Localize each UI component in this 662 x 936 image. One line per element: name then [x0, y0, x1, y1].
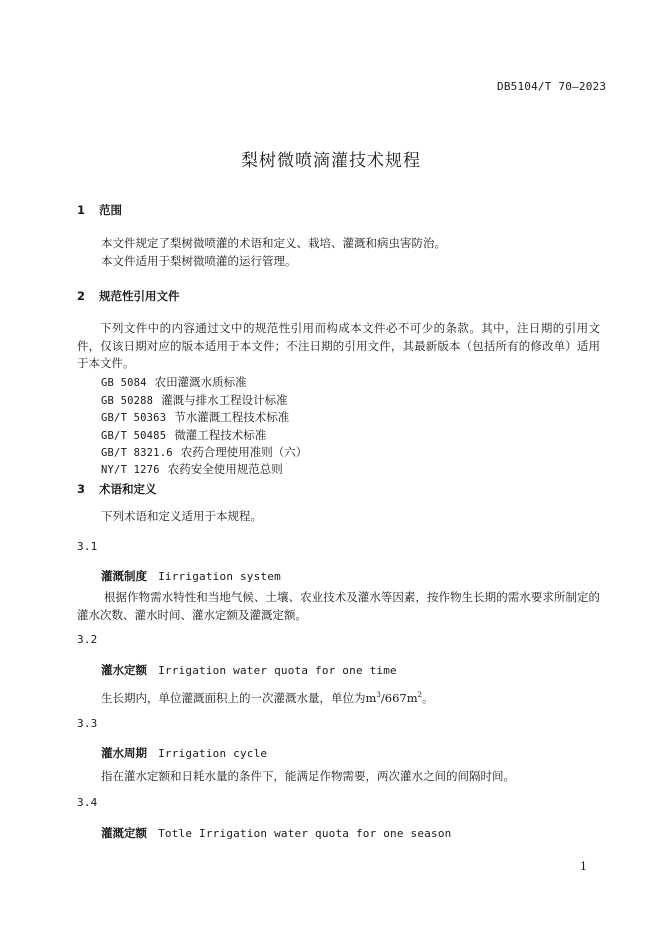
- superscript: 2: [417, 691, 423, 700]
- term-english: Irrigation cycle: [158, 747, 268, 760]
- reference-name: 农田灌溉水质标准: [154, 375, 247, 389]
- section-number: 1: [77, 203, 86, 217]
- reference-code: GB/T 8321.6: [101, 447, 173, 459]
- page-title: 梨树微喷滴灌技术规程: [241, 151, 421, 171]
- scope-paragraph-2: 本文件适用于梨树微喷灌的运行管理。: [101, 254, 297, 268]
- section-1-heading: [77, 202, 122, 218]
- reference-code: GB 50288: [101, 395, 154, 407]
- term-chinese: 灌溉定额: [101, 826, 147, 840]
- definition-text: 。: [422, 691, 434, 705]
- term-english: Totle Irrigation water quota for one season: [158, 827, 452, 840]
- term-definition: [101, 690, 434, 706]
- term-definition: 根据作物需水特性和当地气候、土壤、农业技术及灌水等因素，按作物生长期的需水要求所制定的灌水次数、灌水时间、灌水定额及灌溉定额。: [77, 590, 600, 622]
- reference-name: 农药合理使用准则（六）: [180, 445, 308, 459]
- term-chinese: 灌溉制度: [101, 569, 147, 583]
- reference-code: NY/T 1276: [101, 464, 160, 476]
- reference-item: [101, 409, 289, 425]
- reference-name: 微灌工程技术标准: [174, 428, 267, 442]
- reference-item: [101, 444, 307, 460]
- term-definition: 指在灌水定额和日耗水量的条件下，能满足作物需要，两次灌水之间的间隔时间。: [101, 769, 515, 783]
- term-heading: [101, 822, 451, 841]
- term-number: 3.1: [77, 540, 98, 553]
- superscript: 3: [376, 691, 381, 700]
- term-number: 3.3: [77, 717, 98, 730]
- section-number: 3: [77, 482, 86, 496]
- section-title: 规范性引用文件: [99, 289, 180, 303]
- term-chinese: 灌水定额: [101, 663, 147, 677]
- scope-paragraph-1: 本文件规定了梨树微喷灌的术语和定义、栽培、灌溉和病虫害防治。: [101, 236, 446, 250]
- document-code: DB5104/T 70—2023: [497, 80, 607, 93]
- reference-code: GB 5084: [101, 377, 147, 389]
- term-chinese: 灌水周期: [101, 746, 147, 760]
- section-title: 术语和定义: [99, 482, 157, 496]
- reference-name: 节水灌溉工程技术标准: [174, 410, 290, 424]
- reference-code: GB/T 50485: [101, 430, 167, 442]
- term-heading: [101, 742, 267, 761]
- term-heading: [101, 659, 397, 678]
- reference-item: [101, 392, 288, 408]
- section-2-heading: [77, 288, 180, 304]
- term-english: Irrigation water quota for one time: [158, 664, 397, 677]
- reference-name: 农药安全使用规范总则: [167, 462, 283, 476]
- reference-item: [101, 427, 266, 443]
- definition-text: 生长期内，单位灌溉面积上的一次灌溉水量，单位为m: [101, 691, 377, 705]
- definition-text: /667m: [380, 691, 418, 705]
- page-number: 1: [580, 860, 587, 873]
- reference-item: [101, 374, 247, 390]
- reference-code: GB/T 50363: [101, 412, 167, 424]
- reference-name: 灌溉与排水工程设计标准: [161, 393, 288, 407]
- references-intro: 下列文件中的内容通过文中的规范性引用而构成本文件必不可少的条款。其中，注日期的引用文件，仅该日期对应的版本适用于本文件；不注日期的引用文件，其最新版本（包括所有的修改单）适用于本文件。: [77, 321, 600, 370]
- term-english: Iirrigation system: [158, 570, 281, 583]
- section-3-heading: [77, 481, 157, 497]
- reference-item: [101, 461, 283, 477]
- term-number: 3.4: [77, 796, 98, 809]
- section-title: 范围: [99, 203, 123, 217]
- term-heading: [101, 565, 281, 584]
- section-number: 2: [77, 289, 86, 303]
- terms-intro: 下列术语和定义适用于本规程。: [101, 509, 262, 523]
- term-number: 3.2: [77, 633, 98, 646]
